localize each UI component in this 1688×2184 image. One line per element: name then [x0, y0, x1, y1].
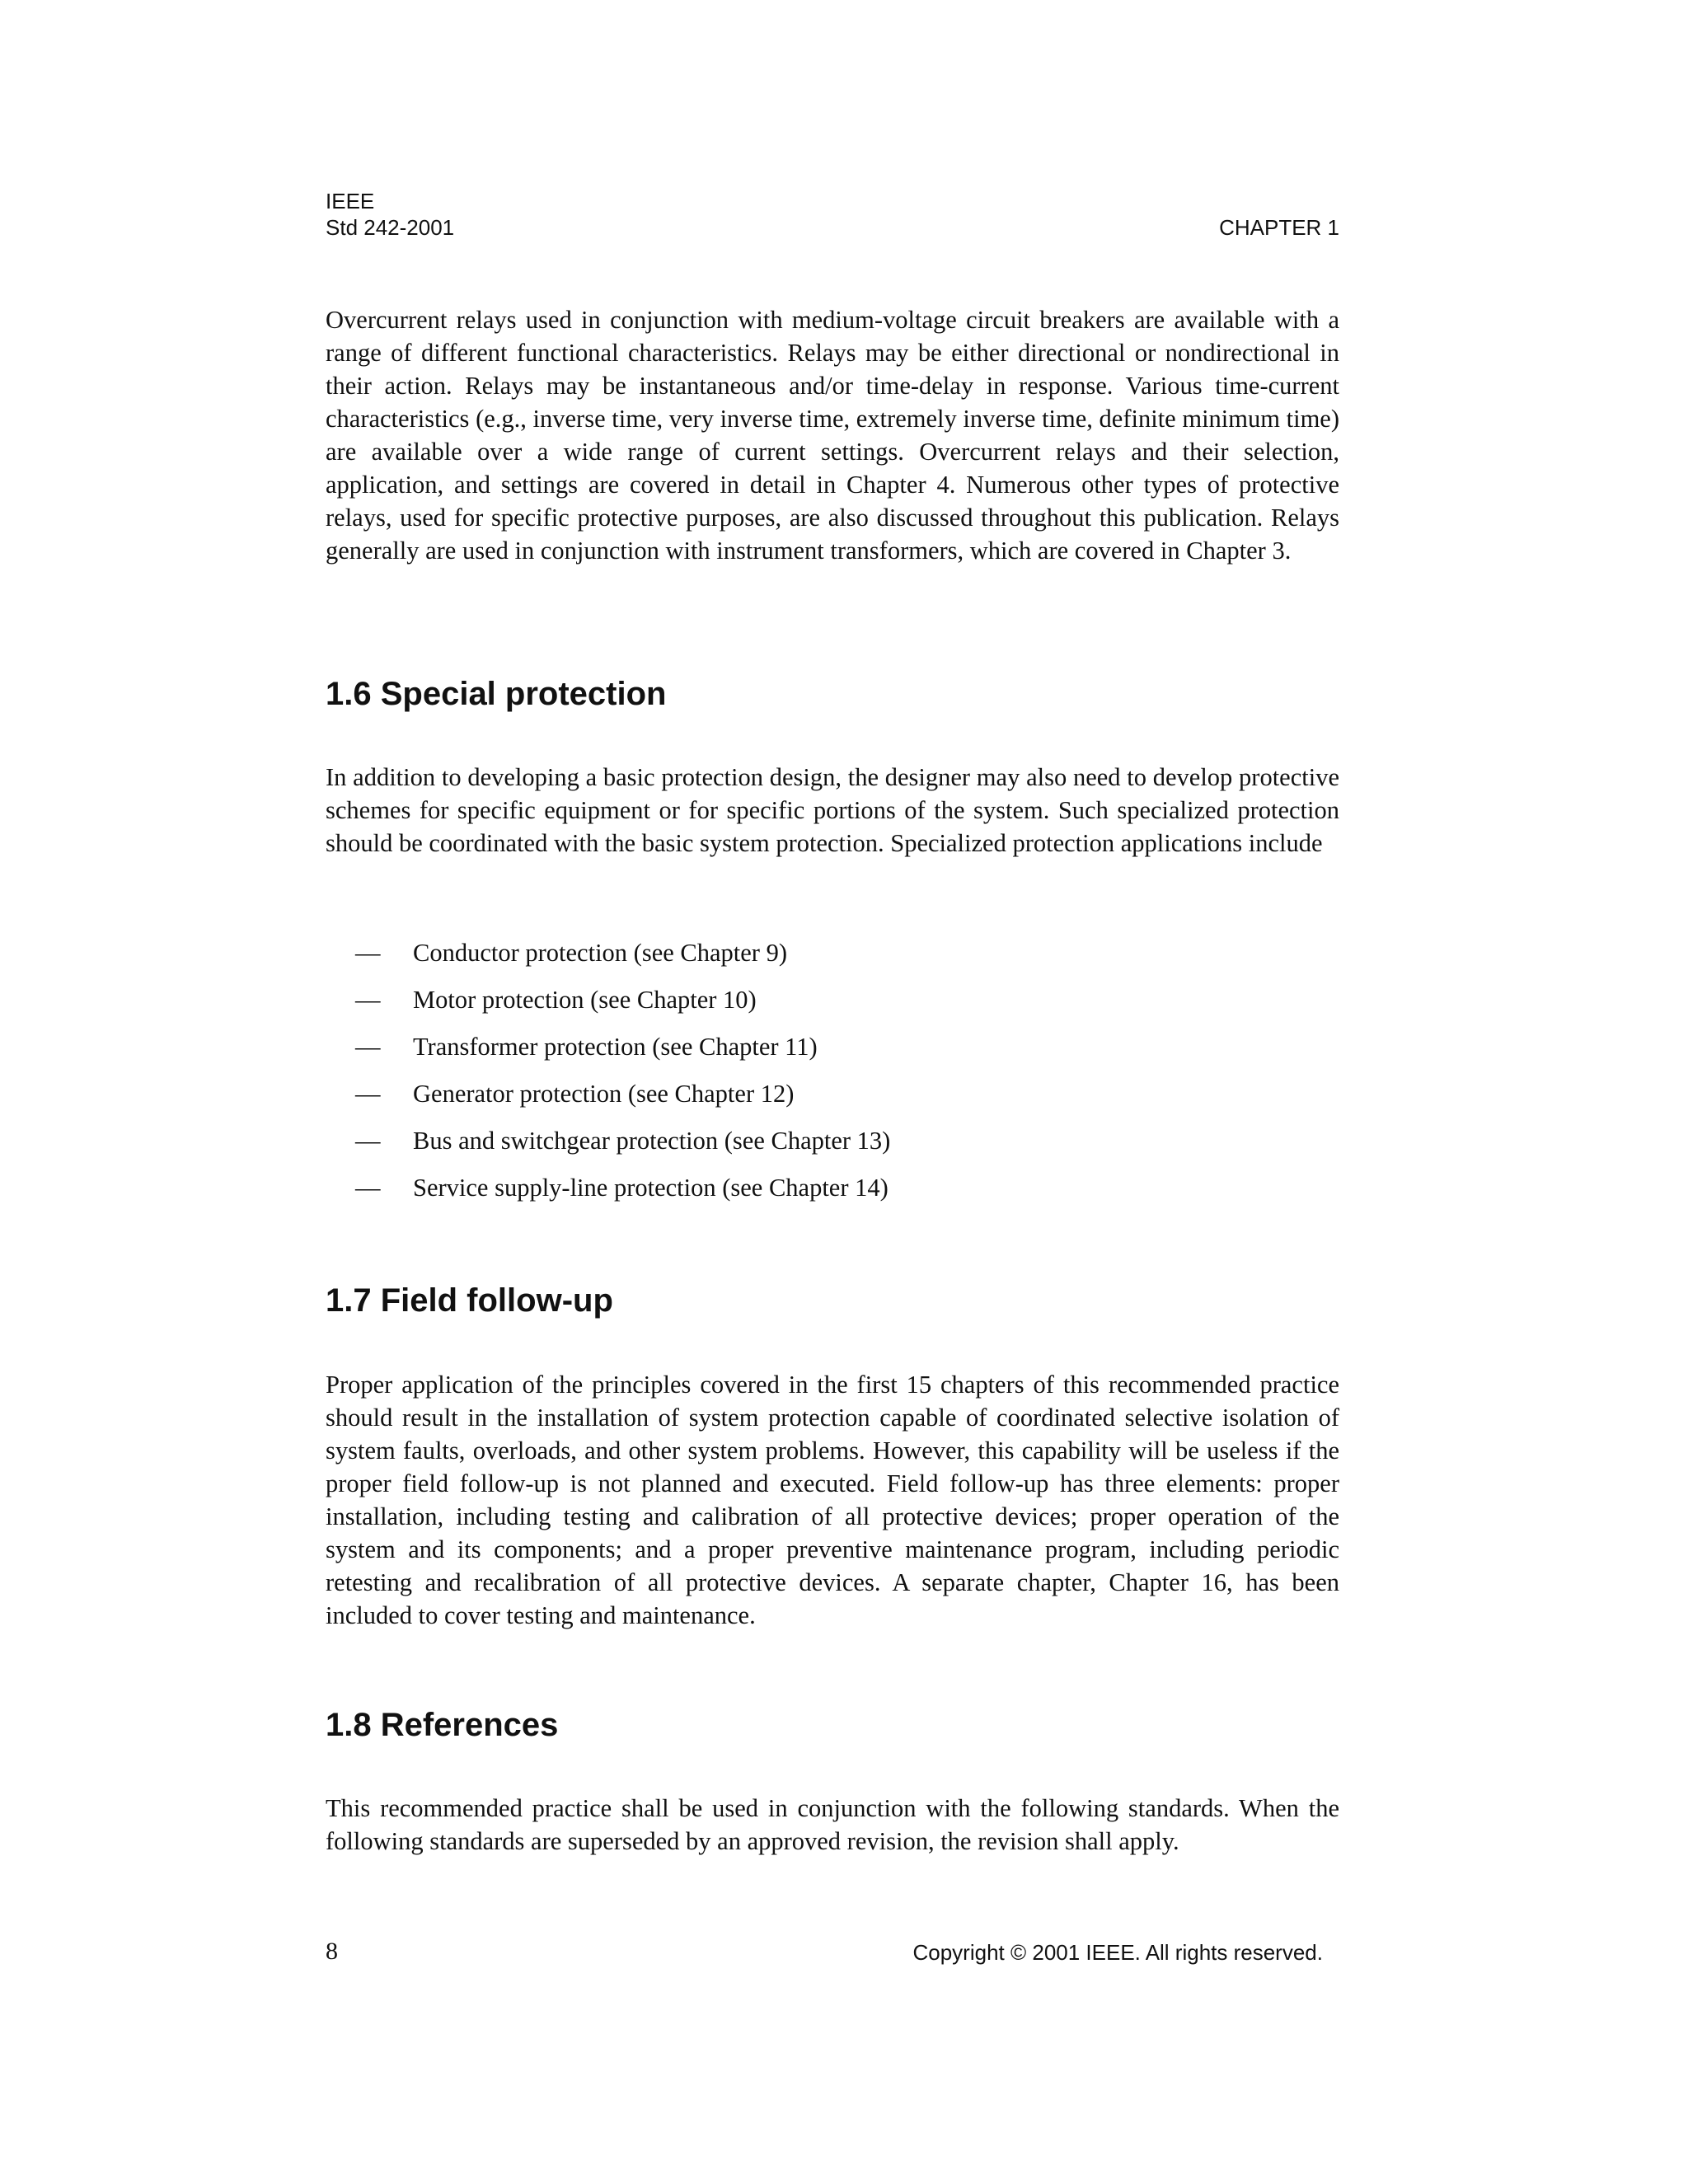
- references-block: [326, 1792, 1339, 1858]
- header-org: IEEE: [326, 189, 375, 213]
- copyright-notice: Copyright © 2001 IEEE. All rights reserved.: [912, 1940, 1323, 1965]
- references-paragraph: This recommended practice shall be used in conjunction with the following standards. When the following standards are superseded by an approved revision, the revision shall apply.: [326, 1794, 1339, 1855]
- list-item: [326, 936, 1339, 983]
- intro-block: [326, 303, 1339, 567]
- header-left: [326, 188, 454, 241]
- page-number: 8: [326, 1938, 338, 1965]
- list-item-text: Motor protection (see Chapter 10): [413, 986, 757, 1014]
- section-title-references: 1.8 References: [326, 1707, 559, 1743]
- list-dash: —: [355, 986, 381, 1014]
- list-item-text: Transformer protection (see Chapter 11): [413, 1033, 818, 1061]
- field-follow-up-block: [326, 1368, 1339, 1632]
- header-std: Std 242-2001: [326, 215, 455, 240]
- list-dash: —: [355, 1033, 381, 1061]
- field-follow-up-paragraph: Proper application of the principles covered in the first 15 chapters of this recommended practice should result in the installation of system protection capable of coordinated selective isolation of system faults, overloads, and other system problems. However, this capability will be useless if the proper field follow-up is not planned and executed. Field follow-up has three elements: proper installation, including testing and calibration of all protective devices; proper operation of the system and its components; and a proper preventive maintenance program, including periodic retesting and recalibration of all protective devices. A separate chapter, Chapter 16, has been included to cover testing and maintenance.: [326, 1371, 1339, 1629]
- list-item: [326, 1171, 1339, 1218]
- header-chapter: CHAPTER 1: [1219, 215, 1339, 240]
- intro-paragraph: Overcurrent relays used in conjunction with medium-voltage circuit breakers are available with a range of different functional characteristics. Relays may be either directional or nondirectional in their action. Relays may be instantaneous and/or time-delay in response. Various time-current characteristics (e.g., inverse time, very inverse time, extremely inverse time, definite minimum time) are available over a wide range of current settings. Overcurrent relays and their selection, application, and settings are covered in detail in Chapter 4. Numerous other types of protective relays, used for specific protective purposes, are also discussed throughout this publication. Relays generally are used in conjunction with instrument transformers, which are covered in Chapter 3.: [326, 306, 1339, 565]
- list-item-text: Generator protection (see Chapter 12): [413, 1080, 795, 1108]
- special-protection-block: [326, 761, 1339, 860]
- special-protection-paragraph: In addition to developing a basic protection design, the designer may also need to develop protective schemes for specific equipment or for specific portions of the system. Such specialized protection should be coordinated with the basic system protection. Specialized protection applications include: [326, 763, 1339, 857]
- list-item: [326, 1124, 1339, 1171]
- list-item-text: Service supply-line protection (see Chapter 14): [413, 1174, 889, 1202]
- special-protection-list: [326, 936, 1339, 1218]
- list-dash: —: [355, 1174, 381, 1202]
- section-title-special-protection: 1.6 Special protection: [326, 676, 667, 712]
- list-item-text: Conductor protection (see Chapter 9): [413, 939, 787, 967]
- list-dash: —: [355, 939, 381, 967]
- list-dash: —: [355, 1080, 381, 1108]
- list-item: [326, 1077, 1339, 1124]
- list-item: [326, 983, 1339, 1030]
- section-title-field-follow-up: 1.7 Field follow-up: [326, 1282, 613, 1319]
- list-dash: —: [355, 1127, 381, 1155]
- list-item-text: Bus and switchgear protection (see Chapter 13): [413, 1127, 891, 1155]
- list-item: [326, 1030, 1339, 1077]
